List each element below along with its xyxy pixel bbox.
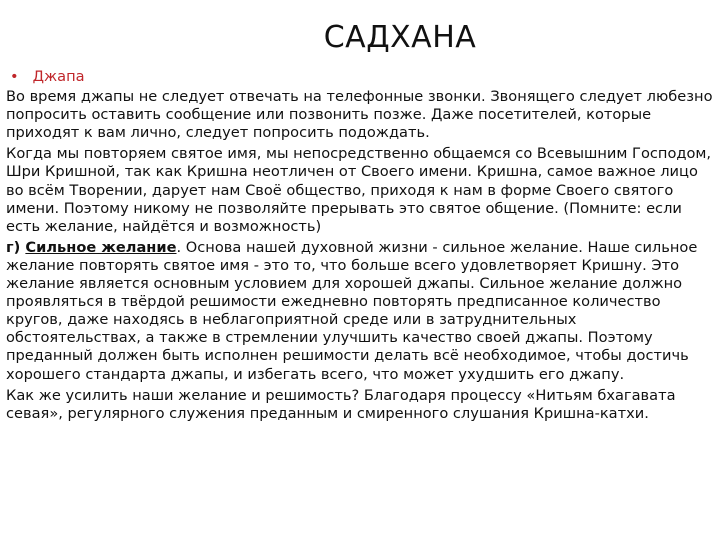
slide-title: САДХАНА — [323, 20, 477, 55]
section-heading-strong-desire: Сильное желание — [25, 238, 177, 256]
paragraph-holy-name: Когда мы повторяем святое имя, мы непосредственно общаемся со Всевышним Господом, Шри Кришной, так как Кришна неотличен от Своего имени. Кришна, самое важное лицо во всём Творении, дарует нам Своё общество, приходя к нам в форме Своего святого имени. Поэтому никому не позволяйте прерывать это святое общение. (Помните: если есть желание, найдётся и возможность) — [6, 145, 712, 235]
bullet-heading — [6, 68, 714, 86]
bullet-label: Джапа — [32, 68, 85, 85]
section-letter: г) — [6, 238, 26, 256]
section-body-strong-desire: . Основа нашей духовной жизни - сильное желание. Наше сильное желание повторять святое имя - это то, что больше всего удовлетворяет Кришну. Это желание является основным условием для хорошей джапы. Сильное желание должно проявляться в твёрдой решимости ежедневно повторять предписанное количество кругов, даже находясь в неблагоприятной среде или в затруднительных обстоятельствах, а также в стремлении улучшить качество своей джапы. Поэтому преданный должен быть исполнен решимости делать всё необходимое, чтобы достичь хорошего стандарта джапы, и избегать всего, что может ухудшить его джапу. — [6, 238, 698, 383]
paragraph-phone-calls: Во время джапы не следует отвечать на телефонные звонки. Звонящего следует любезно попросить оставить сообщение или позвонить позже. Даже посетителей, которые приходят к вам лично, следует попросить подождать. — [6, 88, 713, 142]
bullet-dot-icon: • — [10, 68, 19, 85]
paragraph-increase-desire: Как же усилить наши желание и решимость? Благодаря процессу «Нитьям бхагавата севая», регулярного служения преданным и смиренного слушания Кришна-катхи. — [6, 386, 676, 422]
slide-content — [6, 68, 714, 426]
paragraph-strong-desire — [6, 239, 714, 384]
